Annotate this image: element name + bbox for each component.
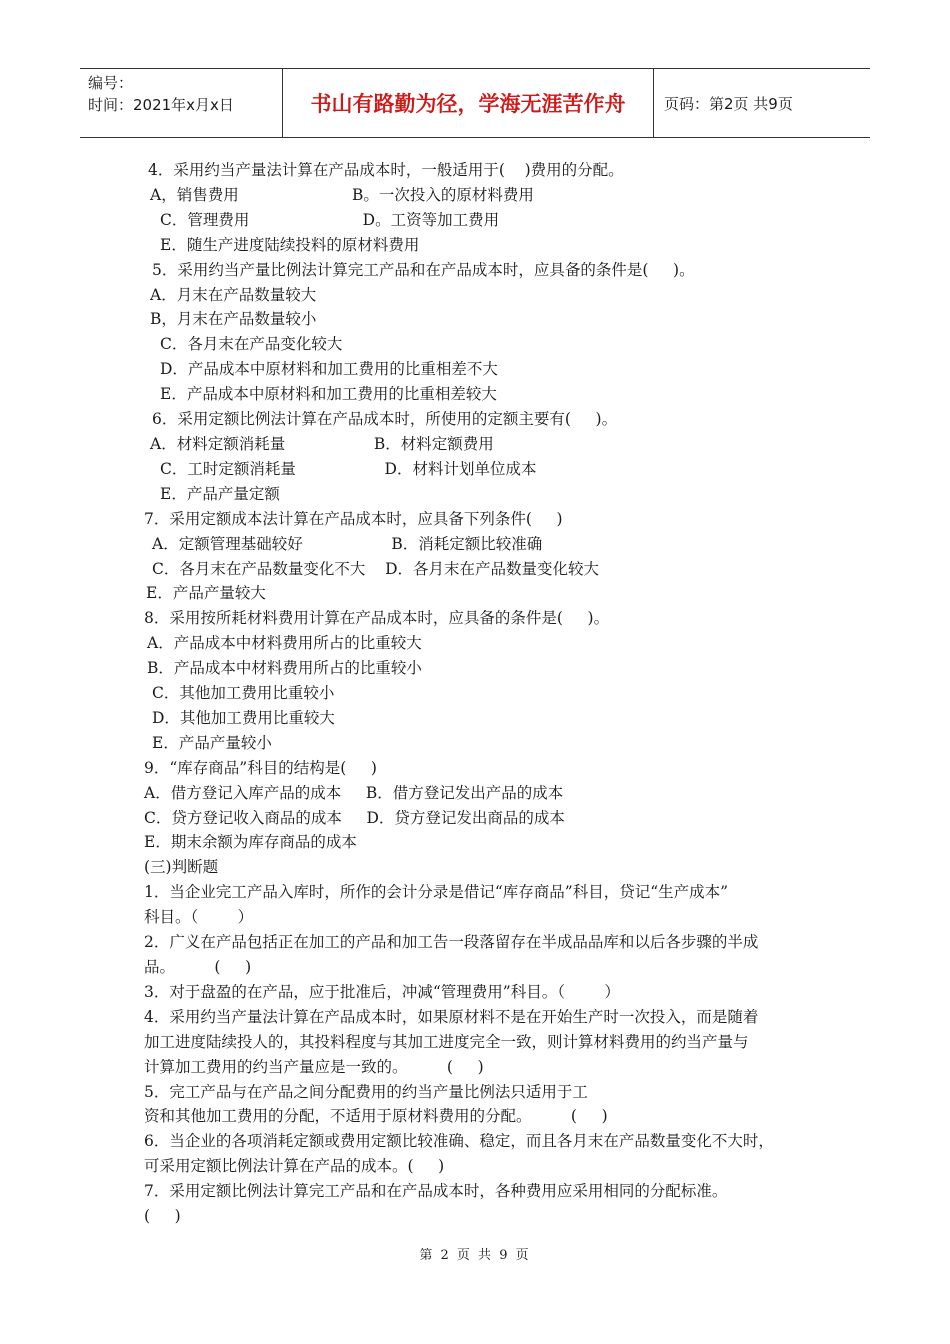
text-line: 4．采用约当产量法计算在产品成本时，如果原材料不是在开始生产时一次投入，而是随着 [144,1007,759,1026]
text-line: E．期末余额为库存商品的成本 [144,833,357,852]
text-line: 计算加工费用的约当产量应是一致的。 ( ) [144,1057,484,1076]
text-line: ( ) [144,1207,181,1226]
text-line: A．借方登记入库产品的成本 B．借方登记发出产品的成本 [144,783,564,802]
number-label: 编号： [88,74,134,92]
text-line: 1．当企业完工产品入库时，所作的会计分录是借记“库存商品”科目，贷记“生产成本” [144,883,729,902]
header-motto: 书山有路勤为径，学海无涯苦作舟 [282,69,654,137]
text-line: 4．采用约当产量法计算在产品成本时，一般适用于( )费用的分配。 [148,161,624,179]
text-line: E．随生产进度陆续投料的原材料费用 [160,235,420,254]
text-line: 3．对于盘盈的在产品，应于批准后，冲减“管理费用”科目。（ ） [144,982,620,1001]
header-page-label: 页码：第2页 共9页 [664,94,793,113]
text-line: C．管理费用 D。工资等加工费用 [160,210,500,229]
text-line: C．各月末在产品变化较大 [160,335,343,354]
text-line: 5．采用约当产量比例法计算完工产品和在产品成本时，应具备的条件是( )。 [152,260,695,279]
text-line: A，销售费用 B。一次投入的原材料费用 [150,185,534,204]
text-line: 7．采用定额比例法计算完工产品和在产品成本时，各种费用应采用相同的分配标准。 [144,1182,728,1201]
text-line: E．产品产量较大 [146,584,266,603]
text-line: C．各月末在产品数量变化不大 D．各月末在产品数量变化较大 [152,559,599,578]
time-label: 时间：2021年x月x日 [88,96,234,114]
document-body [144,158,824,1229]
text-line: 品。 ( ) [144,958,252,976]
text-line: A．产品成本中材料费用所占的比重较大 [147,634,422,653]
text-line: A．月末在产品数量较大 [150,285,317,304]
page-header [80,68,870,138]
text-line: A．定额管理基础较好 B．消耗定额比较准确 [152,534,543,553]
text-line: E．产品产量较小 [152,733,272,752]
text-line: B．产品成本中材料费用所占的比重较小 [147,659,422,678]
text-line: C．贷方登记收入商品的成本 D．贷方登记发出商品的成本 [144,808,565,827]
text-line: 可采用定额比例法计算在产品的成本。( ) [144,1157,445,1176]
text-line: D．其他加工费用比重较大 [152,708,335,727]
text-line: E．产品产量定额 [160,484,280,503]
text-line: 8．采用按所耗材料费用计算在产品成本时，应具备的条件是( )。 [144,609,610,628]
text-line: 2．广义在产品包括正在加工的产品和加工告一段落留存在半成品品库和以后各步骤的半成 [144,933,759,952]
text-line: B，月末在产品数量较小 [150,310,317,329]
header-meta [80,69,282,137]
text-line: C．工时定额消耗量 D．材料计划单位成本 [160,459,537,478]
text-line: C．其他加工费用比重较小 [152,684,335,703]
text-line: 加工进度陆续投人的，其投料程度与其加工进度完全一致，则计算材料费用的约当产量与 [144,1032,749,1051]
text-line: 6．采用定额比例法计算在产品成本时，所使用的定额主要有( )。 [152,410,618,429]
text-line: 科目。（ ） [144,908,254,927]
text-line: 7．采用定额成本法计算在产品成本时，应具备下列条件( ) [144,509,563,528]
text-line: (三)判断题 [144,858,219,877]
text-line: 5．完工产品与在产品之间分配费用的约当产量比例法只适用于工 [144,1082,588,1101]
text-line: 资和其他加工费用的分配，不适用于原材料费用的分配。 ( ) [144,1107,608,1126]
text-line: A．材料定额消耗量 B．材料定额费用 [150,434,494,453]
text-line: 9．“库存商品”科目的结构是( ) [144,758,377,777]
text-line: D．产品成本中原材料和加工费用的比重相差不大 [160,360,498,379]
text-line: E．产品成本中原材料和加工费用的比重相差较大 [160,385,497,404]
text-line: 6．当企业的各项消耗定额或费用定额比较准确、稳定，而且各月末在产品数量变化不大时， [144,1132,774,1151]
page-footer: 第 2 页 共 9 页 [419,1248,531,1263]
